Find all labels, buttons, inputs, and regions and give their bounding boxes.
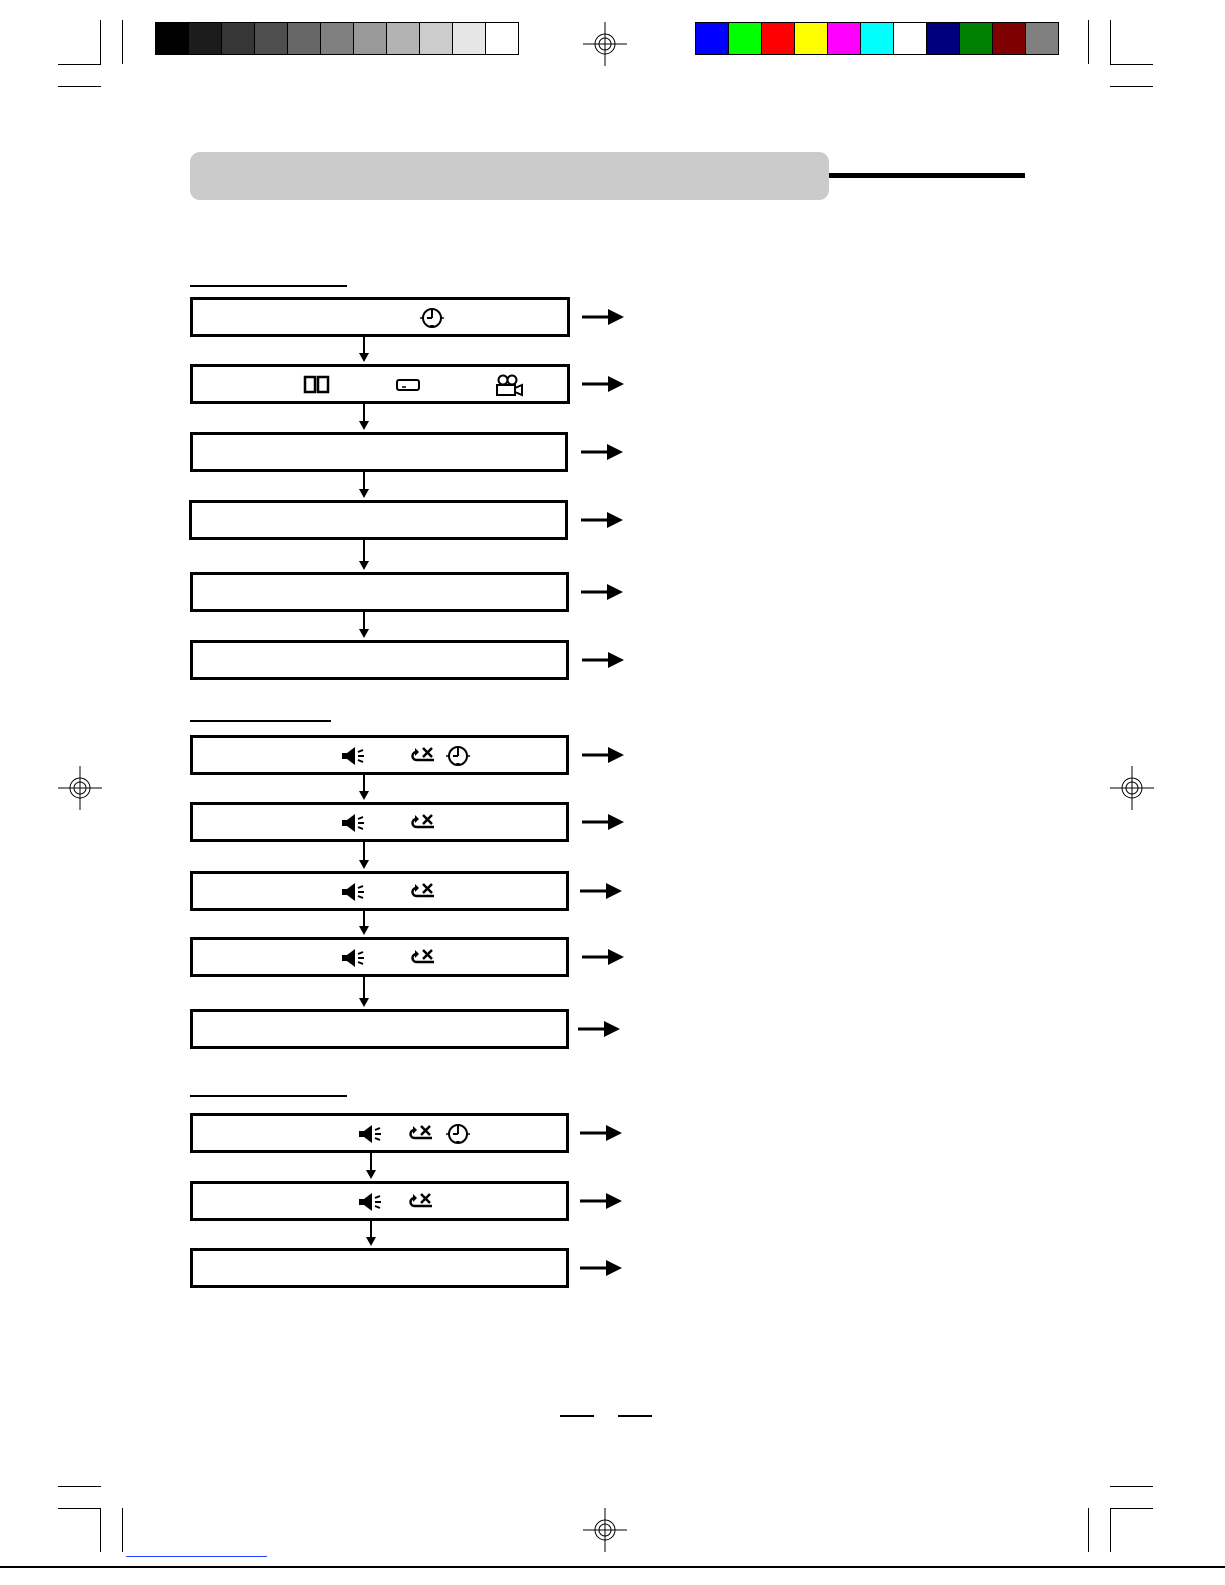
color-swatch [287, 22, 321, 55]
flow-right-arrow [582, 307, 626, 327]
color-swatch [992, 22, 1026, 55]
dolby-icon [303, 374, 331, 401]
speaker-icon [357, 1191, 383, 1218]
camera-icon [494, 374, 524, 403]
flow-right-arrow [582, 374, 626, 394]
repeat-cancel-icon [408, 947, 436, 974]
color-swatch [188, 22, 222, 55]
menu-option-box [190, 1248, 569, 1288]
flow-right-arrow [582, 745, 626, 765]
flow-right-arrow [582, 812, 626, 832]
flow-down-arrow [357, 404, 371, 430]
color-swatch [254, 22, 288, 55]
color-swatch [926, 22, 960, 55]
menu-option-box [190, 871, 569, 911]
registration-target-right [1110, 766, 1154, 810]
section-1-rule [190, 285, 347, 287]
color-swatch [1025, 22, 1059, 55]
color-swatch [959, 22, 993, 55]
page-number-line-right [618, 1415, 652, 1417]
speaker-icon [357, 1123, 383, 1150]
header-rule [829, 173, 1025, 178]
registration-target-left [58, 766, 102, 810]
flow-right-arrow [581, 510, 625, 530]
menu-option-box [190, 640, 569, 680]
repeat-cancel-icon [406, 1191, 434, 1218]
menu-option-box [190, 297, 570, 337]
clock-icon [444, 745, 472, 772]
flow-right-arrow [580, 881, 624, 901]
color-swatch [320, 22, 354, 55]
color-swatch [728, 22, 762, 55]
color-swatch [485, 22, 519, 55]
page-number-line-left [560, 1415, 594, 1417]
repeat-cancel-icon [408, 812, 436, 839]
color-swatch [353, 22, 387, 55]
flow-right-arrow [581, 442, 625, 462]
clock-icon [418, 307, 446, 334]
menu-option-box [190, 735, 569, 775]
color-swatch [860, 22, 894, 55]
flow-right-arrow [580, 1191, 624, 1211]
color-swatch [695, 22, 729, 55]
flow-right-arrow [580, 1258, 624, 1278]
color-swatch [893, 22, 927, 55]
menu-option-box [189, 500, 568, 540]
flow-down-arrow [357, 911, 371, 935]
color-swatch [419, 22, 453, 55]
menu-option-box [190, 1181, 569, 1221]
flow-right-arrow [582, 650, 626, 670]
flow-right-arrow [578, 1019, 622, 1039]
color-swatch [221, 22, 255, 55]
flow-down-arrow [357, 775, 371, 800]
flow-right-arrow [581, 582, 625, 602]
repeat-cancel-icon [408, 881, 436, 908]
flow-down-arrow [357, 540, 371, 570]
flow-down-arrow [357, 337, 371, 362]
menu-option-box [190, 1113, 569, 1153]
speaker-icon [340, 812, 366, 839]
flow-down-arrow [357, 612, 371, 638]
flow-down-arrow [357, 842, 371, 869]
speaker-icon [340, 745, 366, 772]
color-swatch [761, 22, 795, 55]
menu-option-box [190, 572, 569, 612]
menu-option-box [190, 1009, 569, 1049]
bottom-rule [0, 1566, 1225, 1568]
flow-down-arrow [357, 472, 371, 498]
repeat-cancel-icon [406, 1123, 434, 1150]
flow-right-arrow [580, 1123, 624, 1143]
repeat-cancel-icon [408, 745, 436, 772]
color-swatch [155, 22, 189, 55]
section-2-rule [190, 720, 331, 722]
flow-right-arrow [582, 947, 626, 967]
color-swatch [452, 22, 486, 55]
footer-link-line [126, 1556, 267, 1557]
menu-option-box [190, 432, 568, 472]
section-header-bar [190, 152, 829, 200]
menu-option-box [190, 802, 569, 842]
registration-target-bottom [583, 1508, 627, 1552]
color-swatch [827, 22, 861, 55]
flow-down-arrow [364, 1221, 378, 1246]
speaker-icon [340, 881, 366, 908]
menu-option-box [190, 937, 569, 977]
clock-icon [444, 1123, 472, 1150]
menu-option-box [190, 364, 570, 404]
disc-tray-icon [394, 374, 422, 401]
speaker-icon [340, 947, 366, 974]
section-3-rule [190, 1095, 347, 1097]
flow-down-arrow [364, 1153, 378, 1179]
flow-down-arrow [357, 977, 371, 1007]
color-swatch [794, 22, 828, 55]
color-swatch [386, 22, 420, 55]
registration-target-top [583, 22, 627, 66]
